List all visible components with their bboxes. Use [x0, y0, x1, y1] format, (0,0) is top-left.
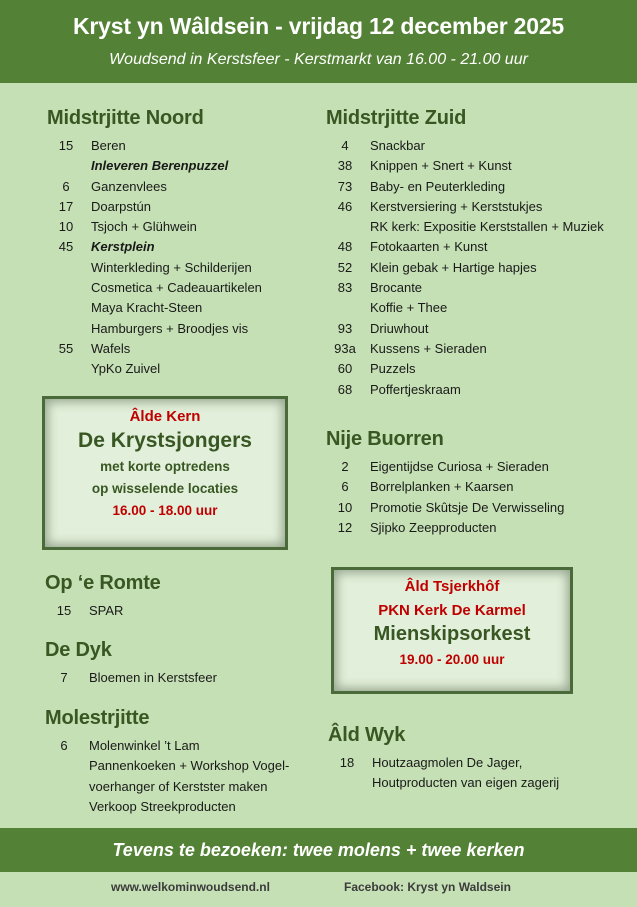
stand-description: Cosmetica + Cadeauartikelen [91, 280, 262, 296]
box-line-1: met korte optredens [100, 459, 230, 474]
stand-description: Driuwhout [370, 320, 429, 336]
stand-description: Eigentijdse Curiosa + Sieraden [370, 459, 549, 474]
stand-number: 48 [337, 239, 353, 255]
website-link[interactable]: www.welkominwoudsend.nl [111, 880, 270, 894]
stand-description: Promotie Skûtsje De Verwisseling [370, 499, 565, 515]
list [326, 136, 604, 400]
list-item [326, 339, 604, 359]
stand-description: SPAR [89, 603, 124, 618]
list-item [326, 136, 604, 156]
list-item [45, 736, 289, 756]
page-subtitle: Woudsend in Kerstsfeer - Kerstmarkt van 16.00 - 21.00 uur [109, 51, 528, 68]
list-item [328, 753, 559, 773]
stand-number: 93a [334, 340, 356, 356]
list-item [47, 156, 262, 176]
stand-number [47, 319, 85, 339]
stand-description: Baby- en Peuterkleding [370, 178, 506, 194]
list-item [47, 258, 262, 278]
stand-number: 45 [58, 239, 74, 255]
section-title: Op ‘e Romte [45, 572, 161, 594]
box-time: 19.00 - 20.00 uur [399, 652, 505, 667]
stand-description: Hamburgers + Broodjes vis [91, 320, 249, 336]
stand-number: 7 [60, 670, 68, 685]
stand-description: Molenwinkel ’t Lam [89, 738, 200, 753]
stand-description: Kussens + Sieraden [370, 340, 487, 356]
event-box-alde-kern [42, 396, 288, 550]
list-item [326, 197, 604, 217]
box-performer: De Krystsjongers [78, 429, 252, 452]
stand-description: YpKo Zuivel [91, 361, 161, 377]
section-midstrjitte-zuid [326, 107, 604, 400]
section-molestrjitte [45, 707, 289, 817]
stand-number: 15 [58, 138, 74, 153]
stand-description: Kerstversiering + Kerststukjes [370, 198, 543, 214]
stand-number: 73 [337, 178, 353, 194]
page-title: Kryst yn Wâldsein - vrijdag 12 december 2025 [72, 13, 565, 39]
stand-description: Tsjoch + Glühwein [91, 219, 197, 235]
list-item [326, 177, 604, 197]
list-item [47, 197, 262, 217]
stand-number [328, 773, 366, 793]
stand-number: 83 [337, 280, 353, 296]
stand-number: 68 [337, 381, 353, 397]
list [47, 136, 262, 380]
list-item [326, 237, 604, 257]
stand-number [326, 298, 364, 318]
stand-description: Winterkleding + Schilderijen [91, 259, 252, 275]
stand-description: Koffie + Thee [370, 300, 448, 316]
list-item [326, 498, 564, 518]
box-venue: PKN Kerk De Karmel [378, 602, 526, 619]
stand-description: Pannenkoeken + Workshop Vogel- [89, 758, 290, 774]
list-item [326, 380, 604, 400]
list [326, 457, 564, 538]
section-midstrjitte-noord [47, 107, 262, 380]
stand-description: Brocante [370, 280, 423, 296]
section-ald-wyk [328, 724, 559, 794]
section-title: Âld Wyk [328, 724, 406, 746]
section-title: De Dyk [45, 639, 112, 661]
stand-number [47, 278, 85, 298]
list-item [47, 177, 262, 197]
stand-number [45, 756, 83, 776]
stand-description: Bloemen in Kerstsfeer [89, 670, 217, 685]
stand-number: 18 [339, 755, 355, 770]
box-location: Âlde Kern [129, 408, 201, 425]
stand-number: 10 [58, 219, 74, 235]
stand-description: Sjipko Zeepproducten [370, 519, 497, 535]
stand-number: 38 [337, 158, 353, 174]
stand-number: 60 [337, 361, 353, 377]
stand-number: 17 [58, 198, 74, 214]
list-item [47, 278, 262, 298]
stand-number [47, 298, 85, 318]
stand-number: 52 [337, 259, 353, 275]
section-title: Midstrjitte Zuid [326, 107, 467, 129]
stand-number [45, 777, 83, 797]
stand-number: 6 [62, 178, 70, 194]
stand-number: 46 [337, 198, 353, 214]
list-item [47, 339, 262, 359]
stand-number: 15 [56, 603, 72, 618]
stand-number: 55 [58, 340, 74, 356]
section-de-dyk [45, 639, 217, 688]
list-item [326, 156, 604, 176]
stand-number [47, 258, 85, 278]
stand-number [47, 359, 85, 379]
list-item [326, 319, 604, 339]
list-item [326, 298, 604, 318]
facebook-link[interactable]: Facebook: Kryst yn Waldsein [344, 880, 511, 894]
stand-description: Houtzaagmolen De Jager, [372, 755, 523, 770]
list-item [47, 298, 262, 318]
list-item [326, 518, 564, 538]
section-nije-buorren [326, 428, 564, 538]
header-banner [0, 0, 637, 83]
stand-number [45, 797, 83, 817]
list-item [47, 237, 262, 257]
list-item [47, 359, 262, 379]
stand-description: Puzzels [370, 361, 416, 377]
stand-description: Klein gebak + Hartige hapjes [370, 259, 537, 275]
stand-description: Maya Kracht-Steen [91, 300, 203, 316]
list-item [326, 359, 604, 379]
event-box-ald-tsjerkhof [331, 567, 573, 694]
stand-description: Beren [91, 138, 126, 153]
list-item [45, 797, 289, 817]
stand-description: Houtproducten van eigen zagerij [372, 775, 560, 791]
footer-banner: Tevens te bezoeken: twee molens + twee kerken [0, 828, 637, 872]
stand-number: 2 [341, 459, 349, 474]
section-title: Nije Buorren [326, 428, 444, 450]
list-item [326, 217, 604, 237]
list-item [326, 258, 604, 278]
list-item [45, 777, 289, 797]
stand-description: voerhanger of Kerstster maken [89, 778, 268, 794]
section-title: Midstrjitte Noord [47, 107, 204, 129]
box-line-2: op wisselende locaties [91, 481, 239, 496]
list-item [326, 457, 564, 477]
stand-description: RK kerk: Expositie Kerststallen + Muziek [370, 219, 604, 235]
stand-description: Ganzenvlees [91, 178, 167, 194]
list [45, 736, 289, 817]
stand-description: Snackbar [370, 138, 425, 153]
stand-description: Poffertjeskraam [370, 381, 461, 397]
stand-description: Knippen + Snert + Kunst [370, 158, 512, 174]
list [45, 601, 161, 621]
stand-number: 12 [337, 519, 353, 535]
list-item [47, 136, 262, 156]
stand-number: 6 [341, 479, 349, 495]
stand-number: 10 [337, 499, 353, 515]
list-item [47, 319, 262, 339]
box-time: 16.00 - 18.00 uur [112, 503, 218, 518]
list [45, 668, 217, 688]
list-item [45, 668, 217, 688]
section-title: Molestrjitte [45, 707, 150, 729]
section-op-e-romte [45, 572, 161, 621]
list-item [45, 601, 161, 621]
list [328, 753, 559, 794]
box-location: Âld Tsjerkhôf [404, 578, 500, 595]
stand-description: Doarpstún [91, 198, 151, 214]
stand-description: Verkoop Streekproducten [89, 798, 236, 814]
stand-description: Wafels [91, 340, 131, 356]
stand-number: 6 [60, 738, 68, 753]
stand-number [47, 156, 85, 176]
list-item [328, 773, 559, 793]
stand-number: 4 [341, 138, 349, 153]
list-item [47, 217, 262, 237]
list-item [326, 278, 604, 298]
stand-description: Fotokaarten + Kunst [370, 239, 488, 255]
list-item [326, 477, 564, 497]
list-item [45, 756, 289, 776]
stand-number [326, 217, 364, 237]
stand-description: Kerstplein [91, 239, 155, 255]
stand-description: Inleveren Berenpuzzel [91, 158, 229, 174]
stand-number: 93 [337, 320, 353, 336]
stand-description: Borrelplanken + Kaarsen [370, 479, 514, 495]
box-performer: Mienskipsorkest [373, 623, 531, 645]
